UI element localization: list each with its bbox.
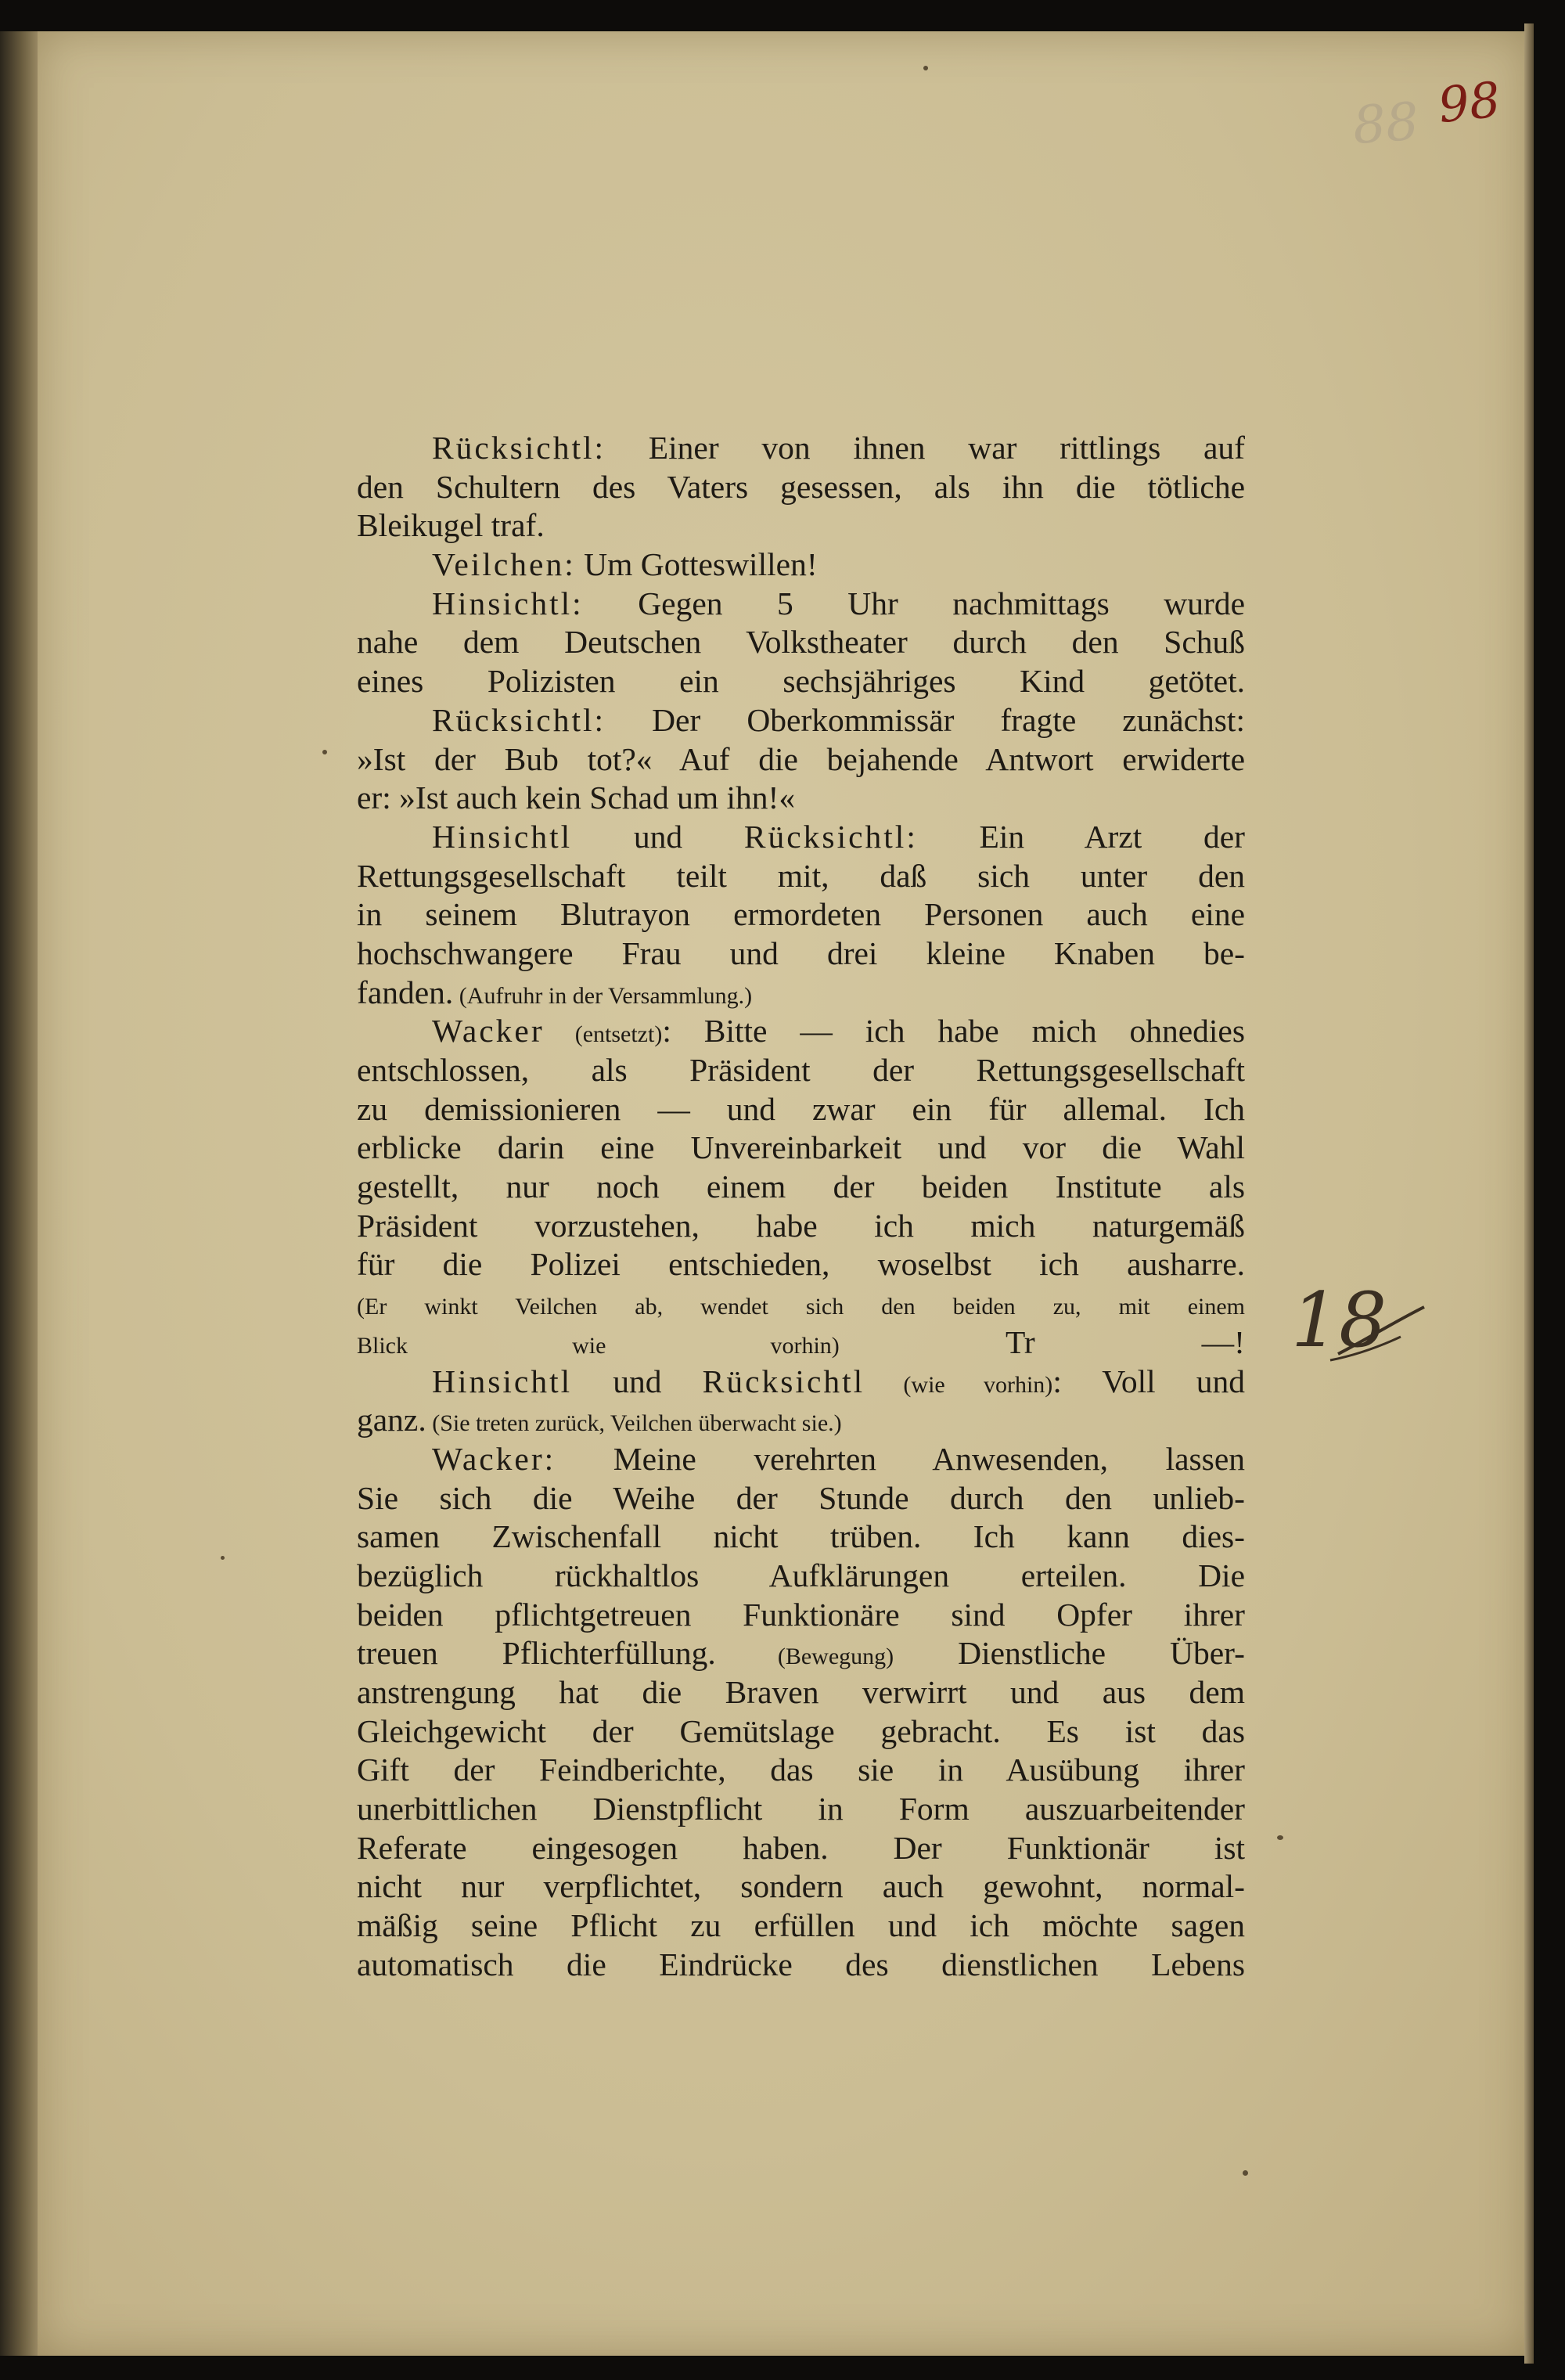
text-line xyxy=(357,1207,1245,1246)
line-text: Einer von ihnen war rittlings auf xyxy=(606,430,1245,466)
line-text: für die Polizei entschieden, woselbst ich ausharre. xyxy=(357,1246,1245,1283)
line-text: Sie sich die Weihe der Stunde durch den unlieb- xyxy=(357,1479,1245,1516)
line-text: fanden. xyxy=(357,974,454,1010)
line-text: Gegen 5 Uhr nachmittags wurde xyxy=(583,585,1245,621)
text-line xyxy=(357,623,1245,662)
text-line xyxy=(357,1440,1245,1479)
text-line xyxy=(357,506,1245,545)
line-text: erblicke darin eine Unvereinbarkeit und vor die Wahl xyxy=(357,1129,1245,1166)
text-line xyxy=(357,1168,1245,1207)
paper-speck xyxy=(322,750,327,754)
speaker-name: Hinsichtl xyxy=(432,818,573,855)
stage-direction: (entsetzt) xyxy=(544,1021,663,1048)
paper-speck xyxy=(1243,2170,1248,2176)
text-line xyxy=(357,1518,1245,1557)
text-line xyxy=(357,1245,1245,1284)
line-text: bezüglich rückhaltlos Aufklärungen erteilen. Die xyxy=(357,1557,1245,1593)
text-line xyxy=(357,1012,1245,1051)
text-line xyxy=(357,1401,1245,1440)
text-line xyxy=(357,974,1245,1013)
line-text: : Bitte — ich habe mich ohnedies xyxy=(662,1013,1245,1050)
line-text: hochschwangere Frau und drei kleine Knaben be- xyxy=(357,934,1245,971)
line-text: »Ist der Bub tot?« Auf die bejahende Antwort erwiderte xyxy=(357,740,1245,777)
speaker-name: Veilchen: xyxy=(432,546,576,583)
speaker-name: Hinsichtl: xyxy=(432,585,584,621)
speaker-name: Hinsichtl xyxy=(432,1363,573,1399)
line-text: Ein Arzt der xyxy=(917,818,1246,855)
line-text: Gleichgewicht der Gemütslage gebracht. Es ist das xyxy=(357,1712,1245,1749)
stage-direction: (Er winkt Veilchen ab, wendet sich den beiden zu, mit einem xyxy=(357,1294,1245,1320)
text-line xyxy=(357,1829,1245,1868)
line-text: samen Zwischenfall nicht trüben. Ich kann dies- xyxy=(357,1518,1245,1555)
text-line xyxy=(357,934,1245,974)
text-line xyxy=(357,779,1245,818)
text-line xyxy=(357,818,1245,857)
speaker-name: Rücksichtl: xyxy=(432,430,606,466)
line-text: unerbittlichen Dienstpflicht in Form auszuarbeitender xyxy=(357,1791,1245,1827)
text-line xyxy=(357,1867,1245,1907)
line-text: nahe dem Deutschen Volkstheater durch den Schuß xyxy=(357,624,1245,661)
paper-speck xyxy=(1277,1835,1283,1840)
text-line xyxy=(357,545,1245,585)
main-text xyxy=(357,429,1245,1985)
text-line xyxy=(357,1634,1245,1673)
margin-handwritten-note xyxy=(1275,1268,1432,1377)
text-line xyxy=(357,1323,1245,1363)
line-text: mäßig seine Pflicht zu erfüllen und ich möchte sagen xyxy=(357,1907,1245,1944)
text-line xyxy=(357,1284,1245,1323)
paper-speck xyxy=(923,66,928,70)
line-text: entschlossen, als Präsident der Rettungsgesellschaft xyxy=(357,1052,1245,1088)
text-line xyxy=(357,1946,1245,1985)
faint-folio-number: 88 xyxy=(1351,91,1421,157)
line-text: gestellt, nur noch einem der beiden Institute als xyxy=(357,1168,1245,1205)
stage-direction: (wie vorhin) xyxy=(865,1371,1053,1398)
text-line xyxy=(357,1907,1245,1946)
speaker-name: Wacker: xyxy=(432,1440,556,1477)
stage-direction: (Bewegung) xyxy=(715,1644,894,1670)
speaker-name: Wacker xyxy=(432,1013,545,1050)
text-line xyxy=(357,429,1245,468)
line-text: treuen Pflichterfüllung. xyxy=(357,1635,716,1672)
text-line xyxy=(357,857,1245,896)
speaker-name: Rücksichtl xyxy=(702,1363,865,1399)
line-text: Tr —! xyxy=(839,1323,1245,1360)
speaker-name: Rücksichtl: xyxy=(743,818,918,855)
folio-number: 98 xyxy=(1435,70,1503,135)
line-text: Referate eingesogen haben. Der Funktionär ist xyxy=(357,1829,1245,1866)
line-text: ganz. xyxy=(357,1402,426,1438)
line-text: in seinem Blutrayon ermordeten Personen auch eine xyxy=(357,896,1245,933)
line-text: Meine verehrten Anwesenden, lassen xyxy=(556,1440,1245,1477)
line-text: und xyxy=(572,818,744,855)
line-text: Bleikugel traf. xyxy=(357,507,545,544)
line-text: nicht nur verpflichtet, sondern auch gewohnt, normal- xyxy=(357,1868,1245,1905)
line-text: Der Oberkommissär fragte zunächst: xyxy=(606,701,1245,738)
line-text: anstrengung hat die Braven verwirrt und aus dem xyxy=(357,1674,1245,1710)
text-line xyxy=(357,1790,1245,1829)
line-text: beiden pflichtgetreuen Funktionäre sind Opfer ihrer xyxy=(357,1596,1245,1633)
paper-speck xyxy=(221,1556,225,1560)
text-line xyxy=(357,895,1245,934)
line-text: Um Gotteswillen! xyxy=(575,546,818,583)
text-line xyxy=(357,1479,1245,1518)
stage-direction: (Sie treten zurück, Veilchen überwacht sie.) xyxy=(426,1410,842,1437)
stage-direction: (Aufruhr in der Versammlung.) xyxy=(453,982,753,1009)
text-line xyxy=(357,701,1245,740)
line-text: : Voll und xyxy=(1052,1363,1246,1399)
text-line xyxy=(357,1751,1245,1790)
line-text: Dienstliche Über- xyxy=(894,1635,1245,1672)
line-text: Präsident vorzustehen, habe ich mich naturgemäß xyxy=(357,1207,1245,1244)
text-line xyxy=(357,1557,1245,1596)
text-line xyxy=(357,468,1245,507)
margin-note-text: 18 xyxy=(1291,1276,1387,1364)
line-text: den Schultern des Vaters gesessen, als ihn die tötliche xyxy=(357,468,1245,505)
text-line xyxy=(357,1090,1245,1129)
text-line xyxy=(357,1596,1245,1635)
text-line xyxy=(357,1673,1245,1712)
line-text: automatisch die Eindrücke des dienstlichen Lebens xyxy=(357,1946,1245,1982)
text-line xyxy=(357,1129,1245,1168)
speaker-name: Rücksichtl: xyxy=(432,701,606,738)
text-line xyxy=(357,1712,1245,1752)
text-line xyxy=(357,1363,1245,1402)
line-text: zu demissionieren — und zwar ein für allemal. Ich xyxy=(357,1090,1245,1127)
line-text: er: »Ist auch kein Schad um ihn!« xyxy=(357,780,796,816)
text-line xyxy=(357,740,1245,780)
line-text: eines Polizisten ein sechsjähriges Kind getötet. xyxy=(357,663,1245,700)
text-line xyxy=(357,1051,1245,1090)
text-line xyxy=(357,585,1245,624)
line-text: und xyxy=(572,1363,703,1399)
text-line xyxy=(357,662,1245,701)
line-text: Rettungsgesellschaft teilt mit, daß sich unter den xyxy=(357,857,1245,894)
page-edge xyxy=(1524,23,1534,2364)
line-text: Gift der Feindberichte, das sie in Ausübung ihrer xyxy=(357,1752,1245,1788)
stage-direction: Blick wie vorhin) xyxy=(357,1332,840,1359)
